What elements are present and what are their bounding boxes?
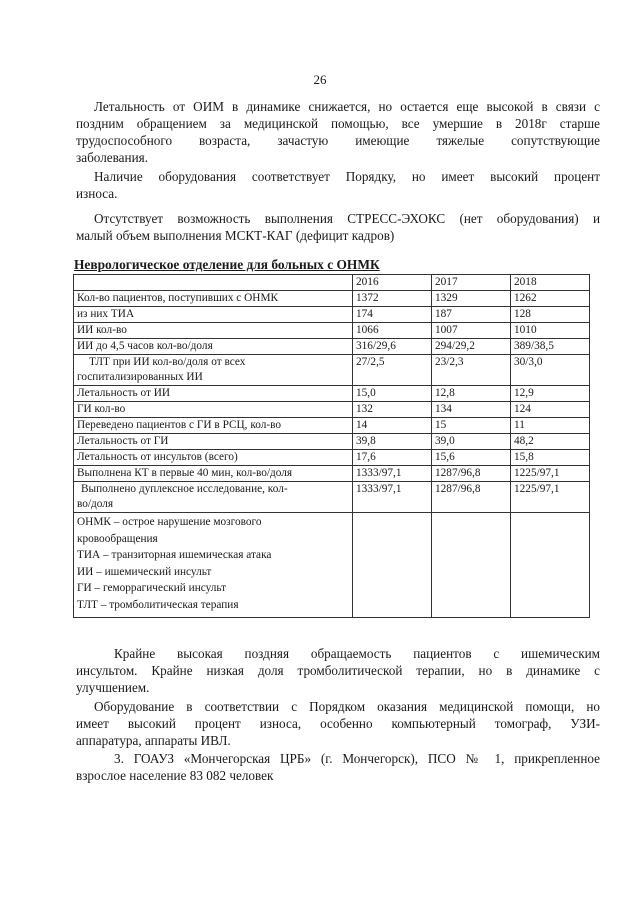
cell-value: 174	[353, 307, 432, 323]
cell-value: 1329	[432, 291, 511, 307]
abbreviation-item: ИИ – ишемический инсульт	[77, 565, 212, 578]
row-label: ГИ кол-во	[74, 402, 353, 418]
table-header-row	[74, 275, 590, 291]
text-line: аппаратура, аппараты ИВЛ.	[76, 733, 231, 748]
abbreviation-item: ОНМК – острое нарушение мозгового	[77, 516, 262, 528]
row-label-line: во/доля	[77, 498, 114, 510]
row-label	[74, 355, 353, 386]
text-line: малый объем выполнения МСКТ-КАГ (дефицит кадров)	[76, 228, 395, 243]
cell-value: 15	[432, 418, 511, 434]
abbreviation-item: ТИА – транзиторная ишемическая атака	[77, 549, 272, 562]
row-label: ИИ кол-во	[74, 323, 353, 339]
cell-value: 294/29,2	[432, 339, 511, 355]
row-label-line: ТЛТ при ИИ кол-во/доля от всех	[89, 356, 246, 368]
cell-value: 12,9	[511, 386, 590, 402]
row-label: Выполнена КТ в первые 40 мин, кол-во/доля	[74, 466, 353, 482]
cell-value: 187	[432, 307, 511, 323]
table-row	[74, 339, 590, 355]
abbreviation-item: ГИ – геморрагический инсульт	[77, 582, 227, 595]
table-row	[74, 323, 590, 339]
cell-value: 48,2	[511, 434, 590, 450]
text-line: Крайне высокая поздняя обращаемость пациентов с ишемическим	[114, 646, 600, 661]
cell-value: 124	[511, 402, 590, 418]
text-line: улучшением.	[76, 680, 150, 695]
header-empty-cell	[74, 275, 353, 291]
cell-value: 134	[432, 402, 511, 418]
abbreviation-item: кровообращения	[77, 532, 158, 545]
cell-value: 14	[353, 418, 432, 434]
table-row	[74, 418, 590, 434]
cell-value: 1333/97,1	[353, 482, 432, 513]
cell-value: 1262	[511, 291, 590, 307]
paragraph-equipment-wear	[76, 698, 600, 749]
abbreviations-row	[74, 513, 590, 618]
table-row	[74, 482, 590, 513]
header-year: 2016	[353, 275, 432, 291]
cell-value: 39,8	[353, 434, 432, 450]
cell-value: 39,0	[432, 434, 511, 450]
empty-cell	[511, 513, 590, 618]
cell-value: 1066	[353, 323, 432, 339]
cell-value: 132	[353, 402, 432, 418]
table-row	[74, 355, 590, 386]
row-label-line: госпитализированных ИИ	[77, 371, 203, 383]
row-label: из них ТИА	[74, 307, 353, 323]
text-line: имеет высокий процент износа, особенно компьютерный томограф, УЗИ-	[76, 716, 600, 731]
table-row	[74, 450, 590, 466]
abbreviation-item: ТЛТ – тромболитическая терапия	[77, 598, 239, 611]
row-label: Летальность от ГИ	[74, 434, 353, 450]
table-row	[74, 307, 590, 323]
row-label: Летальность от инсультов (всего)	[74, 450, 353, 466]
paragraph-mortality-ami	[76, 98, 600, 166]
table-row	[74, 434, 590, 450]
cell-value: 1007	[432, 323, 511, 339]
cell-value: 389/38,5	[511, 339, 590, 355]
text-line: Наличие оборудования соответствует Порядку, но имеет высокий процент	[94, 169, 600, 184]
cell-value: 30/3,0	[511, 355, 590, 386]
cell-value: 12,8	[432, 386, 511, 402]
row-label: Переведено пациентов с ГИ в РСЦ, кол-во	[74, 418, 353, 434]
cell-value: 1372	[353, 291, 432, 307]
cell-value: 1333/97,1	[353, 466, 432, 482]
row-label: Летальность от ИИ	[74, 386, 353, 402]
table-title: Неврологическое отделение для больных с ОНМК	[74, 257, 380, 272]
table-row	[74, 402, 590, 418]
paragraph-stress-echo	[76, 210, 600, 244]
cell-value: 15,8	[511, 450, 590, 466]
cell-value: 316/29,6	[353, 339, 432, 355]
page-number: 26	[313, 72, 327, 87]
row-label-line: Выполнено дуплексное исследование, кол-	[81, 483, 288, 495]
row-label	[74, 482, 353, 513]
paragraph-equipment	[76, 168, 600, 202]
text-line: инсультом. Крайне низкая доля тромболитической терапии, но в динамике с	[76, 663, 600, 678]
cell-value: 23/2,3	[432, 355, 511, 386]
cell-value: 1287/96,8	[432, 482, 511, 513]
table-row	[74, 466, 590, 482]
text-line: взрослое население 83 082 человек	[76, 768, 274, 783]
text-line: заболевания.	[76, 150, 149, 165]
cell-value: 1287/96,8	[432, 466, 511, 482]
cell-value: 1225/97,1	[511, 466, 590, 482]
table-row	[74, 386, 590, 402]
cell-value: 1010	[511, 323, 590, 339]
cell-value: 17,6	[353, 450, 432, 466]
stroke-department-table	[73, 274, 590, 618]
header-year: 2018	[511, 275, 590, 291]
table-row	[74, 291, 590, 307]
text-line: 3. ГОАУЗ «Мончегорская ЦРБ» (г. Мончегорск), ПСО № 1, прикрепленное	[114, 751, 600, 766]
cell-value: 15,0	[353, 386, 432, 402]
cell-value: 15,6	[432, 450, 511, 466]
paragraph-late-admission	[76, 645, 600, 696]
cell-value: 128	[511, 307, 590, 323]
cell-value: 11	[511, 418, 590, 434]
row-label: Кол-во пациентов, поступивших с ОНМК	[74, 291, 353, 307]
text-line: Отсутствует возможность выполнения СТРЕСС-ЭХОКС (нет оборудования) и	[94, 211, 600, 226]
text-line: Летальность от ОИМ в динамике снижается, но остается еще высокой в связи с	[94, 99, 600, 114]
text-line: Оборудование в соответствии с Порядком оказания медицинской помощи, но	[94, 699, 600, 714]
abbreviations-legend	[74, 513, 353, 618]
row-label: ИИ до 4,5 часов кол-во/доля	[74, 339, 353, 355]
header-year: 2017	[432, 275, 511, 291]
text-line: износа.	[76, 186, 118, 201]
cell-value: 27/2,5	[353, 355, 432, 386]
text-line: трудоспособного возраста, зачастую имеющие тяжелые сопутствующие	[76, 133, 600, 148]
cell-value: 1225/97,1	[511, 482, 590, 513]
empty-cell	[432, 513, 511, 618]
empty-cell	[353, 513, 432, 618]
paragraph-monchegorsk-hospital	[76, 750, 600, 784]
text-line: поздним обращением за медицинской помощью, все умершие в 2018г старше	[76, 116, 600, 131]
